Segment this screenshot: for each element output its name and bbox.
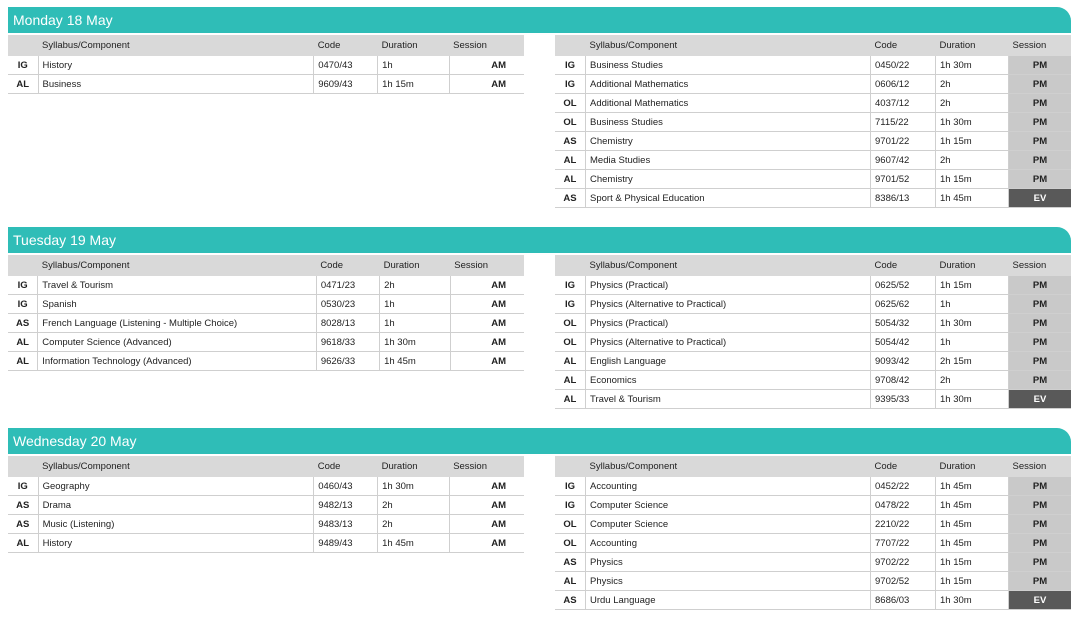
syllabus-cell: Additional Mathematics	[586, 75, 871, 94]
code-cell: 9701/52	[871, 170, 936, 189]
pm-schedule-table	[555, 255, 1071, 409]
level-cell: OL	[555, 534, 586, 553]
session-cell: PM	[1009, 333, 1072, 352]
level-header	[555, 35, 586, 56]
table-row	[555, 94, 1071, 113]
level-cell: AS	[555, 132, 586, 151]
level-header	[8, 35, 38, 56]
level-cell: OL	[555, 113, 586, 132]
session-cell: PM	[1009, 151, 1072, 170]
session-cell: AM	[450, 295, 524, 314]
syllabus-cell: French Language (Listening - Multiple Choice)	[38, 314, 317, 333]
syllabus-cell: Music (Listening)	[38, 515, 314, 534]
session-cell: AM	[449, 534, 524, 553]
day-header: Wednesday 20 May	[8, 428, 1071, 454]
duration-cell: 1h 15m	[378, 75, 450, 94]
syllabus-header: Syllabus/Component	[586, 456, 871, 477]
session-header: Session	[449, 456, 524, 477]
table-row	[555, 591, 1071, 610]
syllabus-header: Syllabus/Component	[38, 456, 314, 477]
level-cell: AS	[8, 314, 38, 333]
level-cell: AL	[555, 572, 586, 591]
session-cell: AM	[450, 314, 524, 333]
code-cell: 9483/13	[314, 515, 378, 534]
day-section-tuesday	[8, 227, 1071, 405]
code-cell: 9701/22	[871, 132, 936, 151]
code-cell: 0471/23	[316, 276, 379, 295]
syllabus-cell: Physics (Practical)	[586, 314, 871, 333]
session-cell: AM	[449, 496, 524, 515]
am-schedule-table	[8, 456, 524, 553]
syllabus-cell: Media Studies	[586, 151, 871, 170]
table-row	[8, 534, 524, 553]
table-row	[555, 314, 1071, 333]
session-cell: PM	[1009, 56, 1072, 75]
table-row	[555, 371, 1071, 390]
table-row	[8, 276, 524, 295]
table-row	[555, 56, 1071, 75]
syllabus-header: Syllabus/Component	[586, 35, 871, 56]
table-row	[555, 352, 1071, 371]
session-cell: PM	[1009, 534, 1072, 553]
session-cell: PM	[1009, 132, 1072, 151]
syllabus-cell: Business Studies	[586, 113, 871, 132]
code-cell: 0625/62	[871, 295, 936, 314]
duration-cell: 1h	[380, 295, 451, 314]
syllabus-cell: Physics (Practical)	[586, 276, 871, 295]
session-cell: PM	[1009, 295, 1072, 314]
level-cell: AL	[555, 151, 586, 170]
duration-cell: 1h 45m	[936, 477, 1009, 496]
level-cell: OL	[555, 515, 586, 534]
session-cell: PM	[1009, 276, 1072, 295]
duration-cell: 1h 45m	[378, 534, 450, 553]
syllabus-cell: Information Technology (Advanced)	[38, 352, 317, 371]
duration-header: Duration	[378, 35, 450, 56]
duration-cell: 2h 15m	[936, 352, 1009, 371]
duration-cell: 1h 45m	[936, 496, 1009, 515]
session-header: Session	[450, 255, 524, 276]
syllabus-cell: History	[38, 534, 314, 553]
table-header-row	[555, 255, 1071, 276]
level-cell: IG	[8, 276, 38, 295]
syllabus-cell: English Language	[586, 352, 871, 371]
duration-cell: 1h	[936, 295, 1009, 314]
session-cell: AM	[449, 515, 524, 534]
level-cell: IG	[8, 295, 38, 314]
pm-schedule-table	[555, 35, 1071, 208]
code-cell: 2210/22	[871, 515, 936, 534]
duration-cell: 1h 15m	[936, 572, 1009, 591]
table-row	[555, 113, 1071, 132]
syllabus-cell: Additional Mathematics	[586, 94, 871, 113]
code-cell: 7115/22	[871, 113, 936, 132]
duration-cell: 2h	[936, 75, 1009, 94]
duration-cell: 2h	[936, 151, 1009, 170]
level-cell: AS	[8, 515, 38, 534]
session-cell: PM	[1009, 477, 1072, 496]
duration-header: Duration	[936, 35, 1009, 56]
duration-cell: 1h	[936, 333, 1009, 352]
day-section-monday	[8, 7, 1071, 204]
duration-cell: 1h 15m	[936, 170, 1009, 189]
duration-cell: 1h 15m	[936, 553, 1009, 572]
code-cell: 9618/33	[316, 333, 379, 352]
duration-header: Duration	[378, 456, 450, 477]
session-cell: AM	[449, 75, 524, 94]
table-row	[555, 151, 1071, 170]
day-section-wednesday	[8, 428, 1071, 606]
table-row	[8, 477, 524, 496]
duration-header: Duration	[380, 255, 451, 276]
code-cell: 8028/13	[316, 314, 379, 333]
code-header: Code	[871, 255, 936, 276]
code-cell: 8386/13	[871, 189, 936, 208]
session-cell: PM	[1009, 371, 1072, 390]
syllabus-cell: Sport & Physical Education	[586, 189, 871, 208]
duration-cell: 1h 45m	[936, 534, 1009, 553]
table-header-row	[8, 456, 524, 477]
syllabus-cell: Computer Science (Advanced)	[38, 333, 317, 352]
code-cell: 9482/13	[314, 496, 378, 515]
session-cell: PM	[1009, 170, 1072, 189]
level-cell: IG	[555, 295, 586, 314]
code-cell: 9702/22	[871, 553, 936, 572]
session-cell: PM	[1009, 75, 1072, 94]
table-row	[555, 496, 1071, 515]
pm-schedule-table	[555, 456, 1071, 610]
table-row	[555, 295, 1071, 314]
table-row	[555, 390, 1071, 409]
level-cell: IG	[555, 276, 586, 295]
syllabus-cell: Chemistry	[586, 170, 871, 189]
code-cell: 0625/52	[871, 276, 936, 295]
code-cell: 0478/22	[871, 496, 936, 515]
day-header: Monday 18 May	[8, 7, 1071, 33]
level-cell: AS	[555, 189, 586, 208]
syllabus-cell: Accounting	[586, 477, 871, 496]
syllabus-cell: Accounting	[586, 534, 871, 553]
duration-cell: 2h	[378, 496, 450, 515]
level-cell: AL	[555, 371, 586, 390]
level-header	[555, 255, 586, 276]
level-cell: IG	[555, 496, 586, 515]
level-cell: AL	[8, 352, 38, 371]
level-cell: IG	[8, 477, 38, 496]
session-cell: EV	[1009, 189, 1072, 208]
syllabus-cell: Travel & Tourism	[38, 276, 317, 295]
code-cell: 4037/12	[871, 94, 936, 113]
code-header: Code	[314, 35, 378, 56]
code-cell: 0470/43	[314, 56, 378, 75]
level-cell: AS	[555, 591, 586, 610]
table-header-row	[8, 35, 524, 56]
syllabus-cell: Business Studies	[586, 56, 871, 75]
table-row	[8, 333, 524, 352]
syllabus-cell: Economics	[586, 371, 871, 390]
code-cell: 0606/12	[871, 75, 936, 94]
code-cell: 9395/33	[871, 390, 936, 409]
session-cell: PM	[1009, 314, 1072, 333]
level-cell: AS	[555, 553, 586, 572]
duration-cell: 1h 45m	[936, 189, 1009, 208]
table-row	[555, 534, 1071, 553]
table-row	[8, 515, 524, 534]
duration-cell: 1h	[378, 56, 450, 75]
am-schedule-table	[8, 35, 524, 94]
code-cell: 0530/23	[316, 295, 379, 314]
table-row	[555, 189, 1071, 208]
session-header: Session	[1009, 255, 1072, 276]
duration-cell: 1h 45m	[380, 352, 451, 371]
code-cell: 0452/22	[871, 477, 936, 496]
table-header-row	[555, 456, 1071, 477]
session-cell: PM	[1009, 94, 1072, 113]
duration-cell: 1h 30m	[378, 477, 450, 496]
am-schedule-table	[8, 255, 524, 371]
level-cell: OL	[555, 94, 586, 113]
table-row	[555, 572, 1071, 591]
session-cell: PM	[1009, 515, 1072, 534]
table-row	[555, 477, 1071, 496]
code-cell: 9626/33	[316, 352, 379, 371]
table-row	[8, 56, 524, 75]
duration-cell: 1h	[380, 314, 451, 333]
level-cell: IG	[555, 56, 586, 75]
syllabus-cell: Computer Science	[586, 496, 871, 515]
duration-cell: 2h	[380, 276, 451, 295]
session-cell: EV	[1009, 591, 1072, 610]
duration-cell: 2h	[936, 94, 1009, 113]
syllabus-cell: Physics (Alternative to Practical)	[586, 295, 871, 314]
table-row	[8, 496, 524, 515]
code-cell: 7707/22	[871, 534, 936, 553]
day-header: Tuesday 19 May	[8, 227, 1071, 253]
level-cell: IG	[8, 56, 38, 75]
syllabus-cell: Chemistry	[586, 132, 871, 151]
syllabus-cell: Computer Science	[586, 515, 871, 534]
syllabus-cell: Travel & Tourism	[586, 390, 871, 409]
session-header: Session	[1009, 35, 1072, 56]
code-cell: 0450/22	[871, 56, 936, 75]
table-row	[555, 170, 1071, 189]
code-header: Code	[871, 456, 936, 477]
code-cell: 8686/03	[871, 591, 936, 610]
table-row	[555, 132, 1071, 151]
session-cell: AM	[450, 352, 524, 371]
table-row	[555, 553, 1071, 572]
session-cell: PM	[1009, 113, 1072, 132]
table-row	[8, 75, 524, 94]
syllabus-header: Syllabus/Component	[38, 255, 317, 276]
syllabus-cell: Spanish	[38, 295, 317, 314]
level-cell: AL	[8, 534, 38, 553]
level-cell: IG	[555, 477, 586, 496]
syllabus-cell: Physics (Alternative to Practical)	[586, 333, 871, 352]
session-cell: PM	[1009, 496, 1072, 515]
level-cell: AL	[8, 75, 38, 94]
code-cell: 9489/43	[314, 534, 378, 553]
level-cell: IG	[555, 75, 586, 94]
table-row	[555, 333, 1071, 352]
session-cell: PM	[1009, 572, 1072, 591]
duration-cell: 1h 15m	[936, 276, 1009, 295]
duration-cell: 2h	[936, 371, 1009, 390]
session-cell: AM	[450, 276, 524, 295]
code-cell: 9609/43	[314, 75, 378, 94]
session-header: Session	[449, 35, 524, 56]
session-header: Session	[1009, 456, 1072, 477]
level-cell: AL	[555, 352, 586, 371]
level-cell: AL	[8, 333, 38, 352]
syllabus-cell: Physics	[586, 572, 871, 591]
syllabus-cell: History	[38, 56, 314, 75]
level-cell: AS	[8, 496, 38, 515]
session-cell: AM	[450, 333, 524, 352]
duration-cell: 1h 15m	[936, 132, 1009, 151]
session-cell: EV	[1009, 390, 1072, 409]
table-row	[8, 314, 524, 333]
duration-cell: 1h 30m	[936, 591, 1009, 610]
duration-cell: 1h 30m	[936, 314, 1009, 333]
code-header: Code	[314, 456, 378, 477]
table-header-row	[555, 35, 1071, 56]
table-header-row	[8, 255, 524, 276]
table-row	[555, 75, 1071, 94]
session-cell: AM	[449, 477, 524, 496]
session-cell: PM	[1009, 352, 1072, 371]
table-row	[8, 295, 524, 314]
level-cell: OL	[555, 333, 586, 352]
code-header: Code	[871, 35, 936, 56]
code-cell: 5054/32	[871, 314, 936, 333]
duration-cell: 1h 30m	[936, 56, 1009, 75]
syllabus-cell: Geography	[38, 477, 314, 496]
code-cell: 9093/42	[871, 352, 936, 371]
duration-header: Duration	[936, 456, 1009, 477]
duration-header: Duration	[936, 255, 1009, 276]
syllabus-cell: Physics	[586, 553, 871, 572]
level-cell: AL	[555, 390, 586, 409]
duration-cell: 1h 30m	[936, 390, 1009, 409]
code-cell: 9708/42	[871, 371, 936, 390]
duration-cell: 2h	[378, 515, 450, 534]
code-cell: 0460/43	[314, 477, 378, 496]
syllabus-header: Syllabus/Component	[38, 35, 314, 56]
table-row	[555, 515, 1071, 534]
duration-cell: 1h 45m	[936, 515, 1009, 534]
syllabus-cell: Drama	[38, 496, 314, 515]
code-cell: 9702/52	[871, 572, 936, 591]
level-header	[8, 456, 38, 477]
level-header	[8, 255, 38, 276]
table-row	[555, 276, 1071, 295]
session-cell: PM	[1009, 553, 1072, 572]
duration-cell: 1h 30m	[380, 333, 451, 352]
syllabus-header: Syllabus/Component	[586, 255, 871, 276]
syllabus-cell: Urdu Language	[586, 591, 871, 610]
level-header	[555, 456, 586, 477]
syllabus-cell: Business	[38, 75, 314, 94]
code-cell: 9607/42	[871, 151, 936, 170]
level-cell: OL	[555, 314, 586, 333]
session-cell: AM	[449, 56, 524, 75]
duration-cell: 1h 30m	[936, 113, 1009, 132]
level-cell: AL	[555, 170, 586, 189]
code-header: Code	[316, 255, 379, 276]
table-row	[8, 352, 524, 371]
code-cell: 5054/42	[871, 333, 936, 352]
